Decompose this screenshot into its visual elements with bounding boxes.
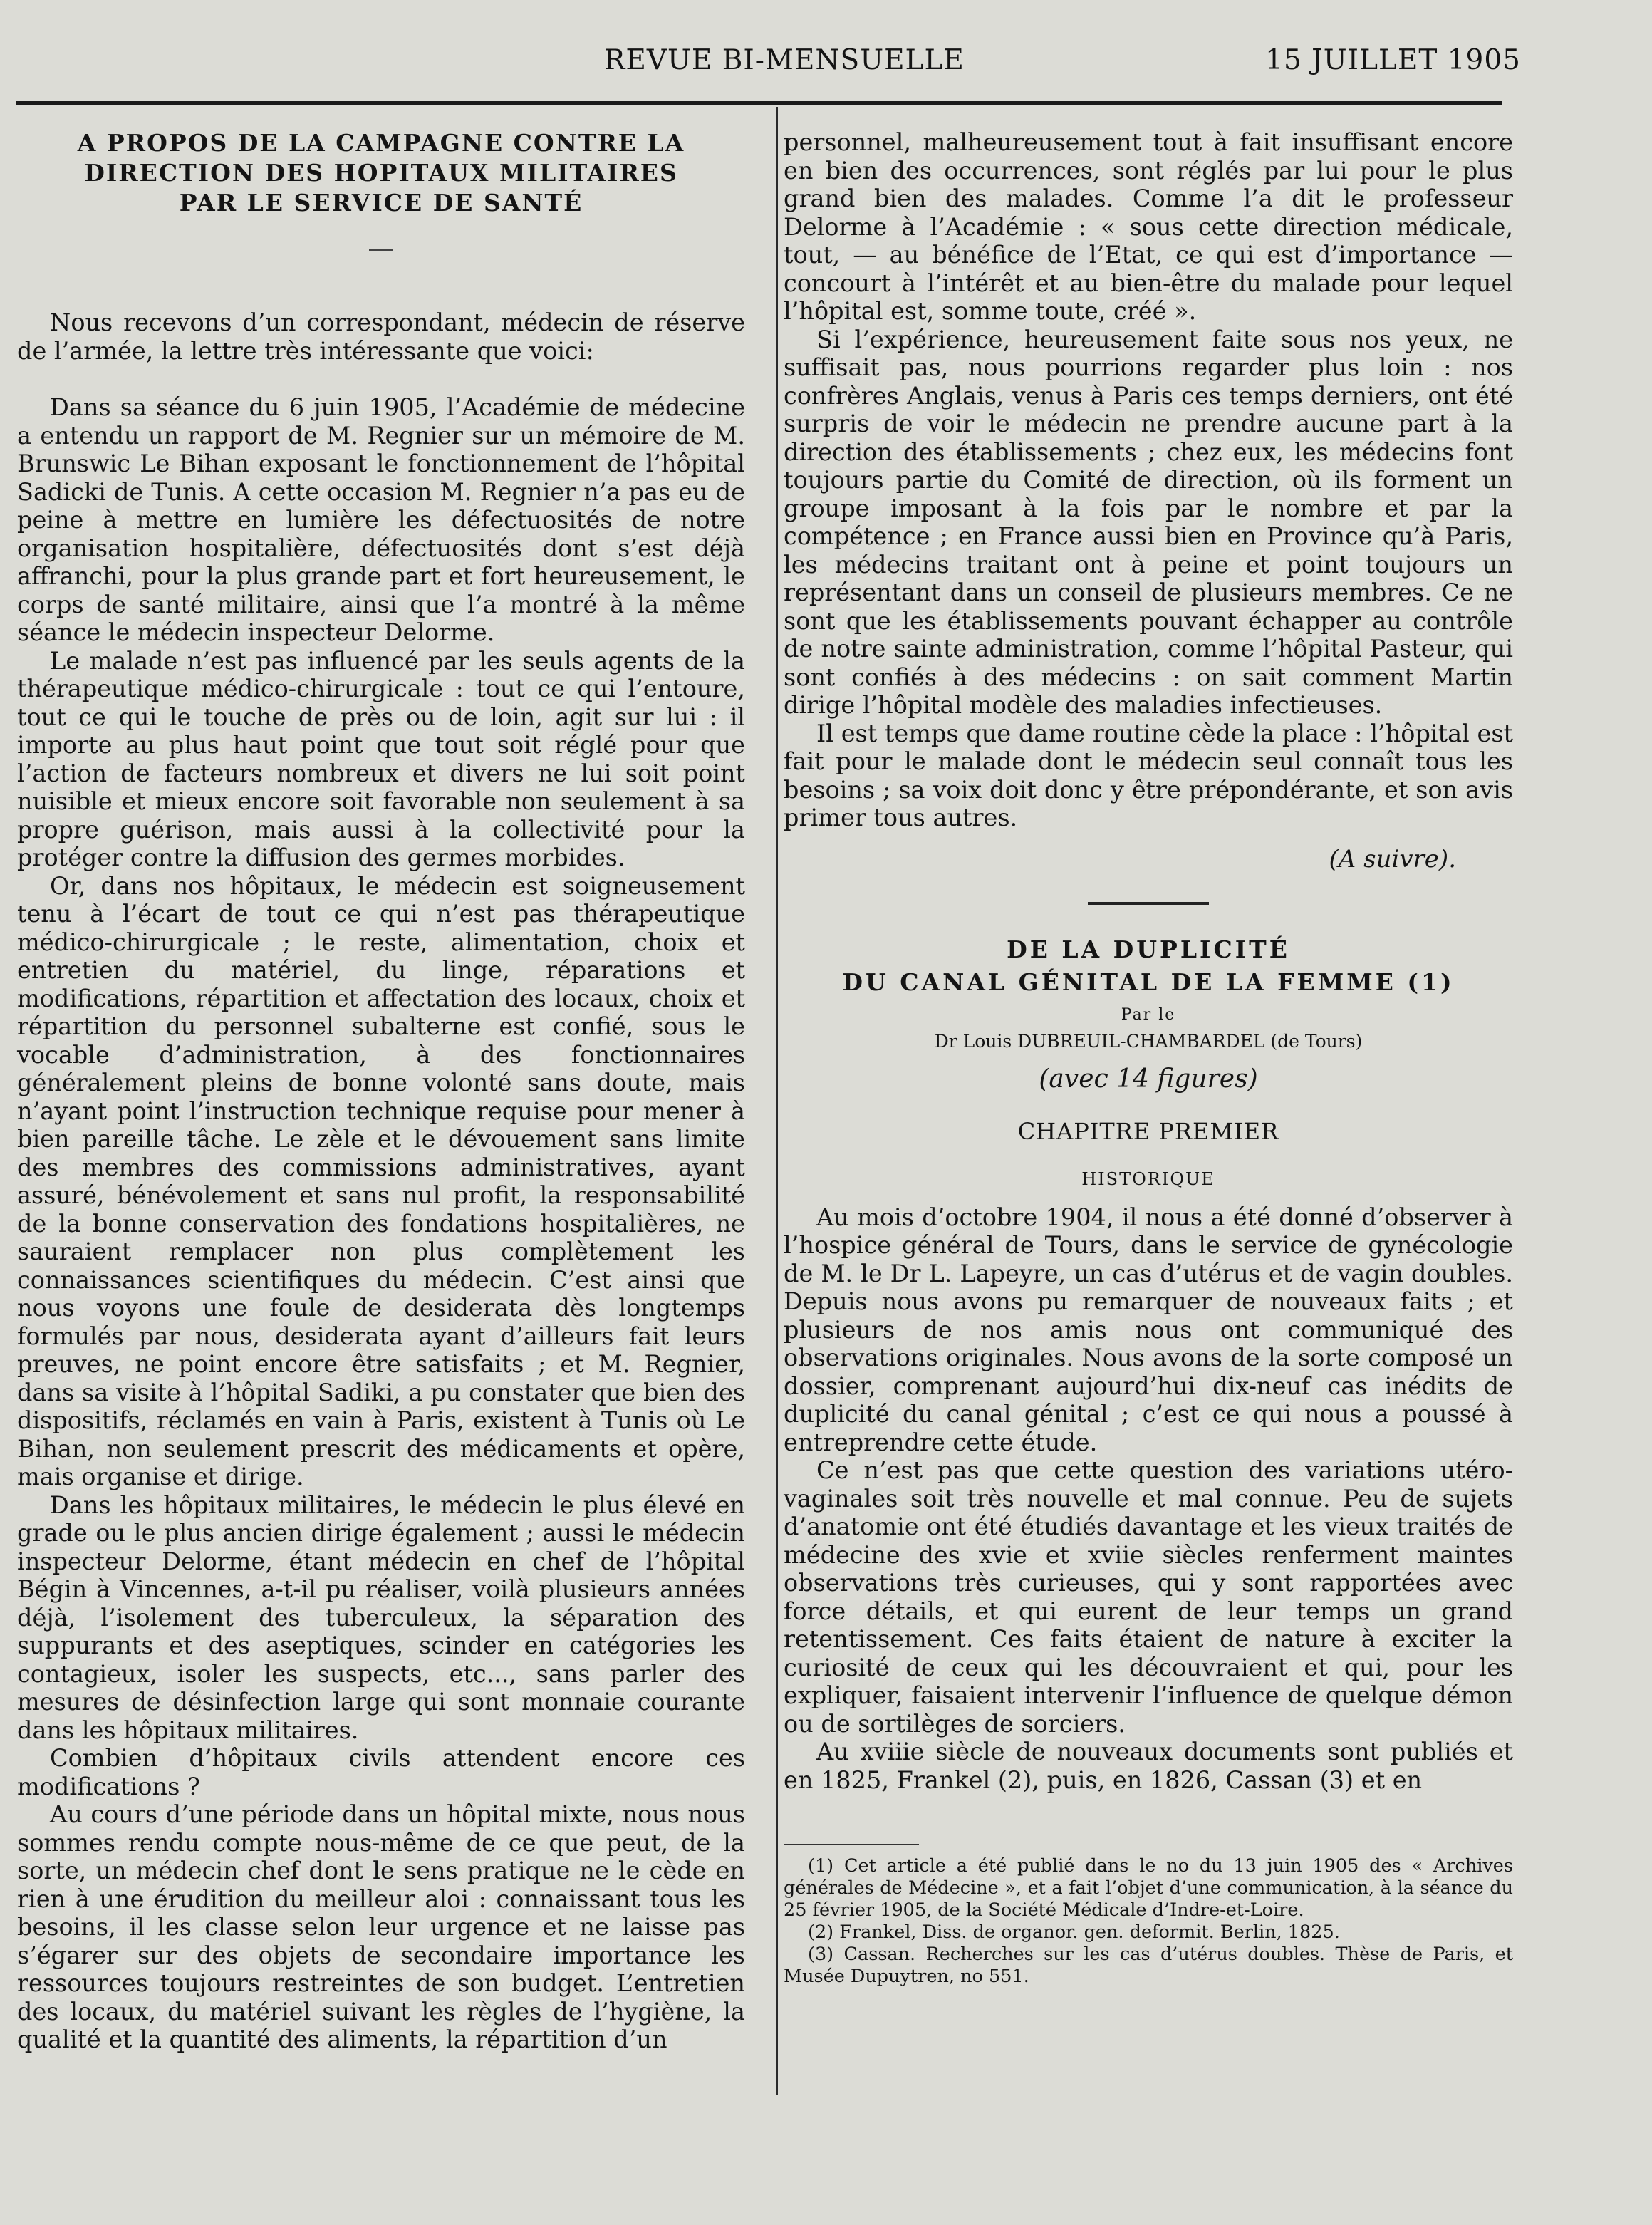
body-paragraph: Au xviiie siècle de nouveaux documents sont publiés et en 1825, Frankel (2), puis, en 1826, Cassan (3) et en [784, 1738, 1513, 1794]
right-column [784, 128, 1513, 1988]
footnotes [784, 1855, 1513, 1988]
article-separator [1088, 902, 1209, 905]
footnote: (3) Cassan. Recherches sur les cas d’utérus doubles. Thèse de Paris, et Musée Dupuytren, no 551. [784, 1944, 1513, 1987]
title-line: DIRECTION DES HOPITAUX MILITAIRES [84, 159, 678, 187]
byline-prefix: Par le [1121, 1005, 1176, 1024]
article-title [784, 933, 1513, 999]
left-column [17, 128, 745, 2054]
body-paragraph: Au cours d’une période dans un hôpital mixte, nous nous sommes rendu compte nous-même de ce que peut, de la sorte, un médecin chef dont le sens pratique ne le cède en rien à une érudition du meilleur aloi : connaissant tous les besoins, il les classe selon leur urgence et ne laisse pas s’égarer sur des objets de secondaire importance les ressources toujours restreintes de son budget. L’entretien des locaux, du matériel suivant les règles de l’hygiène, la qualité et la quantité des aliments, la répartition d’un [17, 1800, 745, 2053]
body-paragraph: personnel, malheureusement tout à fait insuffisant encore en bien des occurrences, sont réglés par lui pour le plus grand bien des malades. Comme l’a dit le professeur Delorme à l’Académie : « sous cette direction médicale, tout, — au bénéfice de l’Etat, ce qui est d’importance — concourt à l’intérêt et au bien-être du malade pour lequel l’hôpital est, somme toute, créé ». [784, 128, 1513, 325]
body-paragraph: Le malade n’est pas influencé par les seuls agents de la thérapeutique médico-chirurgicale : tout ce qui l’entoure, tout ce qui le touche de près ou de loin, agit sur lui : il importe au plus haut point que tout soit réglé pour que l’action de facteurs nombreux et divers ne lui soit point nuisible et mieux encore soit favorable non seulement à sa propre guérison, mais aussi à la collectivité pour la protéger contre la diffusion des germes morbides. [17, 646, 745, 871]
author-name: Dr Louis DUBREUIL-CHAMBARDEL (de Tours) [934, 1030, 1363, 1052]
figures-note: (avec 14 figures) [1039, 1064, 1258, 1094]
footnote: (2) Frankel, Diss. de organor. gen. deformit. Berlin, 1825. [808, 1921, 1340, 1943]
intro-paragraph: Nous recevons d’un correspondant, médecin de réserve de l’armée, la lettre très intéressante que voici: [17, 308, 745, 365]
a-suivre: (A suivre). [1329, 844, 1456, 873]
body-paragraph: Ce n’est pas que cette question des variations utéro-vaginales soit très nouvelle et mal connue. Peu de sujets d’anatomie ont été étudiés davantage et les vieux traités de médecine des xvie et xviie siècles renferment maintes observations très curieuses, qui y sont rapportées avec force détails, et qui eurent de leur temps un grand retentissement. Ces faits étaient de nature à exciter la curiosité de ceux qui les découvraient et qui, pour les expliquer, faisaient intervenir l’influence de quelque démon ou de sortilèges de sorciers. [784, 1456, 1513, 1738]
title-line: PAR LE SERVICE DE SANTÉ [179, 189, 583, 217]
body-paragraph: Il est temps que dame routine cède la place : l’hôpital est fait pour le malade dont le médecin seul connaît tous les besoins ; sa voix doit donc y être prépondérante, et son avis primer tous autres. [784, 719, 1513, 831]
body-paragraph: Combien d’hôpitaux civils attendent encore ces modifications ? [17, 1744, 745, 1800]
issue-date: 15 JUILLET 1905 [1265, 44, 1521, 76]
title-line: DE LA DUPLICITÉ [1007, 935, 1290, 963]
header-rule [16, 101, 1502, 105]
title-line: DU CANAL GÉNITAL DE LA FEMME (1) [842, 968, 1455, 996]
column-divider [776, 107, 778, 2095]
body-paragraph: Si l’expérience, heureusement faite sous nos yeux, ne suffisait pas, nous pourrions regarder plus loin : nos confrères Anglais, venus à Paris ces temps derniers, ont été surpris de voir le médecin ne prendre aucune part à la direction des établissements ; chez eux, les médecins font toujours partie du Comité de direction, où ils forment un groupe imposant à la fois par le nombre et par la compétence ; en France aussi bien en Province qu’à Paris, les médecins traitant ont à peine et point toujours un représentant dans un conseil de plusieurs membres. Ce ne sont que les établissements pouvant échapper au contrôle de notre sainte administration, comme l’hôpital Pasteur, qui sont confiés à des médecins : on sait comment Martin dirige l’hôpital modèle des maladies infectieuses. [784, 325, 1513, 719]
footnote: (1) Cet article a été publié dans le no du 13 juin 1905 des « Archives générales de Médecine », et a fait l’objet d’une communication, à la séance du 25 février 1905, de la Société Médicale d’Indre-et-Loire. [784, 1855, 1513, 1921]
article-title [17, 128, 745, 218]
title-line: A PROPOS DE LA CAMPAGNE CONTRE LA [77, 129, 685, 157]
body-paragraph: Or, dans nos hôpitaux, le médecin est soigneusement tenu à l’écart de tout ce qui n’est pas thérapeutique médico-chirurgicale ; le reste, alimentation, choix et entretien du matériel, du linge, réparations et modifications, répartition et affectation des locaux, choix et répartition du personnel subalterne est confié, sous le vocable d’administration, à des fonctionnaires généralement pleins de bonne volonté sans doute, mais n’ayant point l’instruction technique requise pour mener à bien pareille tâche. Le zèle et le dévouement sans limite des membres des commissions administratives, ayant assuré, bénévolement et sans nul profit, la responsabilité de la bonne conservation des fondations hospitalières, ne sauraient remplacer non plus complètement les connaissances scientifiques du médecin. C’est ainsi que nous voyons une foule de desiderata dès longtemps formulés par nous, desiderata ayant d’ailleurs fait leurs preuves, ne point encore être satisfaits ; et M. Regnier, dans sa visite à l’hôpital Sadiki, a pu constater que bien des dispositifs, réclamés en vain à Paris, existent à Tunis où Le Bihan, non seulement prescrit des médicaments et opère, mais organise et dirige. [17, 871, 745, 1490]
body-paragraph: Au mois d’octobre 1904, il nous a été donné d’observer à l’hospice général de Tours, dans le service de gynécologie de M. le Dr L. Lapeyre, un cas d’utérus et de vagin doubles. Depuis nous avons pu remarquer de nouveaux faits ; et plusieurs de nos amis nous ont communiqué des observations originales. Nous avons de la sorte composé un dossier, comprenant aujourd’hui dix-neuf cas inédits de duplicité du canal génital ; c’est ce qui nous a poussé à entreprendre cette étude. [784, 1203, 1513, 1456]
section-heading: HISTORIQUE [1081, 1168, 1215, 1189]
footnote-rule [784, 1844, 919, 1845]
body-paragraph: Dans sa séance du 6 juin 1905, l’Académie de médecine a entendu un rapport de M. Regnier sur un mémoire de M. Brunswic Le Bihan exposant le fonctionnement de l’hôpital Sadicki de Tunis. A cette occasion M. Regnier n’a pas eu de peine à mettre en lumière les défectuosités de notre organisation hospitalière, défectuosités dont s’est déjà affranchi, pour la plus grande part et fort heureusement, le corps de santé militaire, ainsi que l’a montré à la même séance le médecin inspecteur Delorme. [17, 393, 745, 646]
journal-title: REVUE BI-MENSUELLE [604, 44, 965, 76]
body-paragraph: Dans les hôpitaux militaires, le médecin le plus élevé en grade ou le plus ancien dirige également ; aussi le médecin inspecteur Delorme, étant médecin en chef de l’hôpital Bégin à Vincennes, a-t-il pu réaliser, voilà plusieurs années déjà, l’isolement des tuberculeux, la séparation des suppurants et des aseptiques, scinder en catégories les contagieux, isoler les suspects, etc..., sans parler des mesures de désinfection large qui sont monnaie courante dans les hôpitaux militaires. [17, 1490, 745, 1744]
chapter-heading: CHAPITRE PREMIER [1017, 1117, 1279, 1145]
title-separator [369, 249, 393, 251]
